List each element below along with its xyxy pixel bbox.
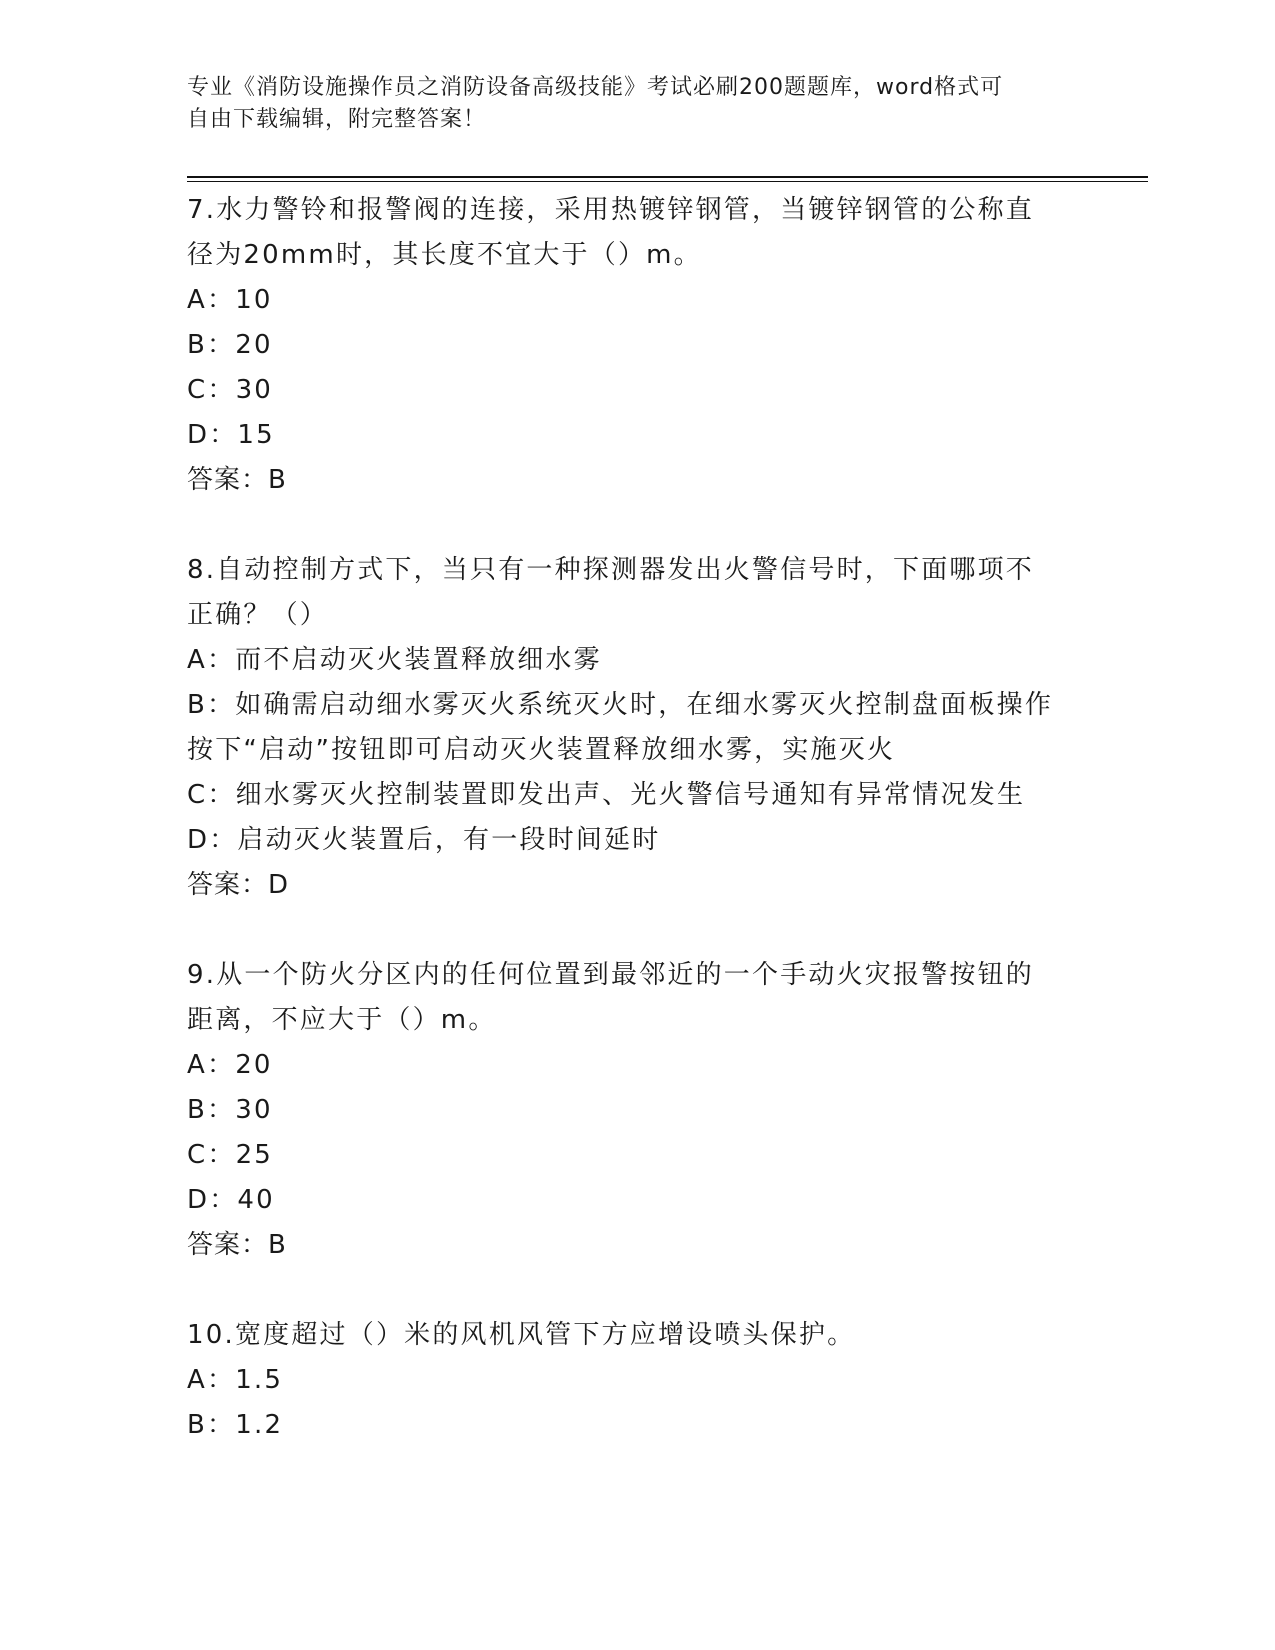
option-label: D： (187, 1185, 238, 1215)
header-line-1: 专业《消防设施操作员之消防设备高级技能》考试必刷200题题库，word格式可 (187, 75, 1004, 100)
option-a (187, 638, 1087, 683)
option-label: D： (187, 825, 238, 855)
option-text: 10 (235, 285, 273, 315)
option-text: 25 (235, 1140, 274, 1170)
option-c (187, 1133, 1087, 1178)
option-label: B： (187, 1095, 236, 1125)
option-text: 细水雾灭火控制装置即发出声、光火警信号通知有异常情况发生 (235, 780, 1026, 810)
option-text: 1.5 (235, 1365, 284, 1395)
answer-line: 答案：B (187, 465, 287, 495)
option-label: B： (187, 1410, 236, 1440)
spacer (187, 1268, 1087, 1313)
question-stem: 10.宽度超过（）米的风机风管下方应增设喷头保护。 (187, 1320, 856, 1350)
option-label: A： (187, 1050, 236, 1080)
question-stem: 7.水力警铃和报警阀的连接，采用热镀锌钢管，当镀锌钢管的公称直 (187, 195, 1035, 225)
option-d (187, 413, 1087, 458)
question-8 (187, 548, 1087, 908)
option-label: A： (187, 285, 236, 315)
header-divider-thin (187, 181, 1148, 182)
option-label: C： (187, 780, 236, 810)
option-b (187, 323, 1087, 368)
option-text: 20 (235, 330, 273, 360)
question-stem: 8.自动控制方式下，当只有一种探测器发出火警信号时，下面哪项不 (187, 555, 1035, 585)
option-b-cont: 按下“启动”按钮即可启动灭火装置释放细水雾，实施灭火 (187, 735, 896, 765)
header-line-2: 自由下载编辑，附完整答案！ (187, 107, 487, 132)
option-text: 启动灭火装置后，有一段时间延时 (237, 825, 661, 855)
option-label: D： (187, 420, 238, 450)
answer-line: 答案：B (187, 1230, 287, 1260)
option-label: B： (187, 690, 236, 720)
option-label: A： (187, 1365, 236, 1395)
option-d (187, 818, 1087, 863)
option-a (187, 278, 1087, 323)
option-d (187, 1178, 1087, 1223)
option-label: A： (187, 645, 236, 675)
option-text: 而不启动灭火装置释放细水雾 (235, 645, 602, 675)
option-text: 15 (237, 420, 275, 450)
option-label: B： (187, 330, 236, 360)
spacer (187, 908, 1087, 953)
question-stem-cont: 正确？（） (187, 600, 329, 630)
option-b (187, 683, 1087, 728)
option-text: 1.2 (235, 1410, 284, 1440)
question-7 (187, 188, 1087, 503)
option-text: 30 (235, 1095, 273, 1125)
question-9 (187, 953, 1087, 1268)
question-stem-cont: 径为20mm时，其长度不宜大于（）m。 (187, 240, 702, 270)
option-label: C： (187, 1140, 236, 1170)
question-stem: 9.从一个防火分区内的任何位置到最邻近的一个手动火灾报警按钮的 (187, 960, 1035, 990)
option-c (187, 773, 1087, 818)
option-text: 如确需启动细水雾灭火系统灭火时，在细水雾灭火控制盘面板操作 (235, 690, 1054, 720)
question-stem-cont: 距离，不应大于（）m。 (187, 1005, 497, 1035)
header-divider-thick (187, 176, 1148, 178)
answer-line: 答案：D (187, 870, 290, 900)
question-list (187, 188, 1087, 1448)
option-text: 40 (237, 1185, 275, 1215)
option-text: 20 (235, 1050, 273, 1080)
option-c (187, 368, 1087, 413)
option-b (187, 1403, 1087, 1448)
spacer (187, 503, 1087, 548)
question-10 (187, 1313, 1087, 1448)
option-text: 30 (235, 375, 274, 405)
option-label: C： (187, 375, 236, 405)
document-header (187, 72, 1087, 136)
option-a (187, 1043, 1087, 1088)
option-b (187, 1088, 1087, 1133)
option-a (187, 1358, 1087, 1403)
